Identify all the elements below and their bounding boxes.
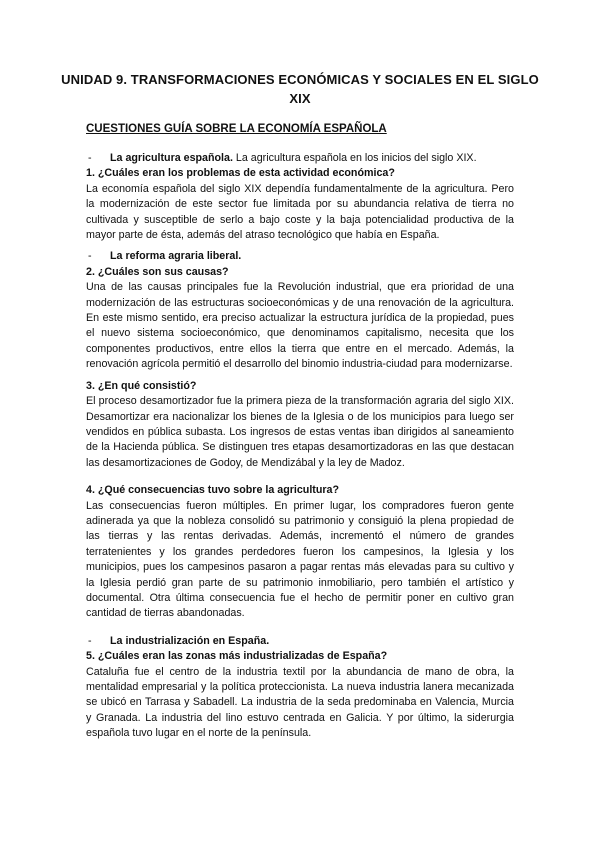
answer-2: Una de las causas principales fue la Revolución industrial, que era prioridad de una modernización de las estructuras socioeconómicas y de una renovación de la agricultura. En este mismo sentido, era preciso actualizar la estructura jurídica de la propiedad, pues el nuevo sistema socioeconómico, que denominamos capitalismo, necesita que los componentes productivos, entre ellos la tierra que entre en el mercado. Además, la renovación agrícola permitió el desarrollo del binomio industria-ciudad para modernizarse. (86, 281, 514, 371)
bullet-heading: La reforma agraria liberal. (110, 250, 242, 263)
bullet-industrializacion (88, 634, 514, 649)
bullet-heading: La industrialización en España. (110, 634, 270, 647)
bullet-dash: - (88, 634, 92, 647)
question-1: 1. ¿Cuáles eran los problemas de esta actividad económica? (86, 167, 395, 180)
bullet-dash: - (88, 250, 92, 263)
bullet-reforma-agraria (88, 249, 514, 264)
question-2: 2. ¿Cuáles son sus causas? (86, 265, 229, 278)
question-4: 4. ¿Qué consecuencias tuvo sobre la agricultura? (86, 484, 340, 497)
question-5: 5. ¿Cuáles eran las zonas más industrializadas de España? (86, 650, 388, 663)
guide-heading: CUESTIONES GUÍA SOBRE LA ECONOMÍA ESPAÑOLA (86, 123, 387, 135)
answer-4: Las consecuencias fueron múltiples. En primer lugar, los compradores fueron gente adinerada ya que la nobleza consolidó su patrimonio y consiguió la plena propiedad de las tierras y las rentas derivadas. Además, incrementó el número de grandes terratenientes y los grandes perdedores fueron los campesinos, la Iglesia y los municipios, pues los campesinos pasaron a pagar rentas más elevadas para su cultivo y la Iglesia perdió gran parte de su patrimonio inmobiliario, pero también el artístico y documental. Otra última consecuencia fue el hecho de permitir poner en cultivo gran cantidad de tierras abandonadas. (86, 499, 514, 620)
page-title: UNIDAD 9. TRANSFORMACIONES ECONÓMICAS Y SOCIALES EN EL SIGLO XIX (61, 72, 539, 106)
document-content (86, 151, 514, 742)
answer-3: El proceso desamortizador fue la primera pieza de la transformación agraria del siglo XIX. Desamortizar era nacionalizar los bienes de la Iglesia o de los municipios para luego ser vendidos en pública subasta. Los ingresos de estas ventas iban dirigidos al saneamiento de la Hacienda pública. Se distinguen tres etapas desamortizadoras en las que destacan las desamortizaciones de Godoy, de Mendizábal y la ley de Madoz. (86, 395, 514, 469)
bullet-dash: - (88, 152, 92, 164)
question-3: 3. ¿En qué consistió? (86, 379, 197, 392)
bullet-agricultura (88, 151, 514, 166)
bullet-text: La agricultura española en los inicios del siglo XIX. (232, 152, 477, 164)
bullet-heading: La agricultura española. (110, 152, 233, 164)
answer-5: Cataluña fue el centro de la industria textil por la abundancia de mano de obra, la mentalidad empresarial y la política proteccionista. La nueva industria lanera mecanizada se ubicó en Tarrasa y Sabadell. La industria de la seda predominaba en Valencia, Murcia y Granada. La industria del lino estuvo centrada en Galicia. Y por último, la siderurgia española tuvo lugar en el norte de la península. (86, 665, 514, 740)
answer-1: La economía española del siglo XIX dependía fundamentalmente de la agricultura. Pero la modernización de este sector fue limitada por su abundancia relativa de tierra no cultivada y susceptible de serlo a bajo coste y la baja potencialidad productiva de la mayor parte de ésta, además del atraso tecnológico que había en España. (86, 182, 514, 242)
